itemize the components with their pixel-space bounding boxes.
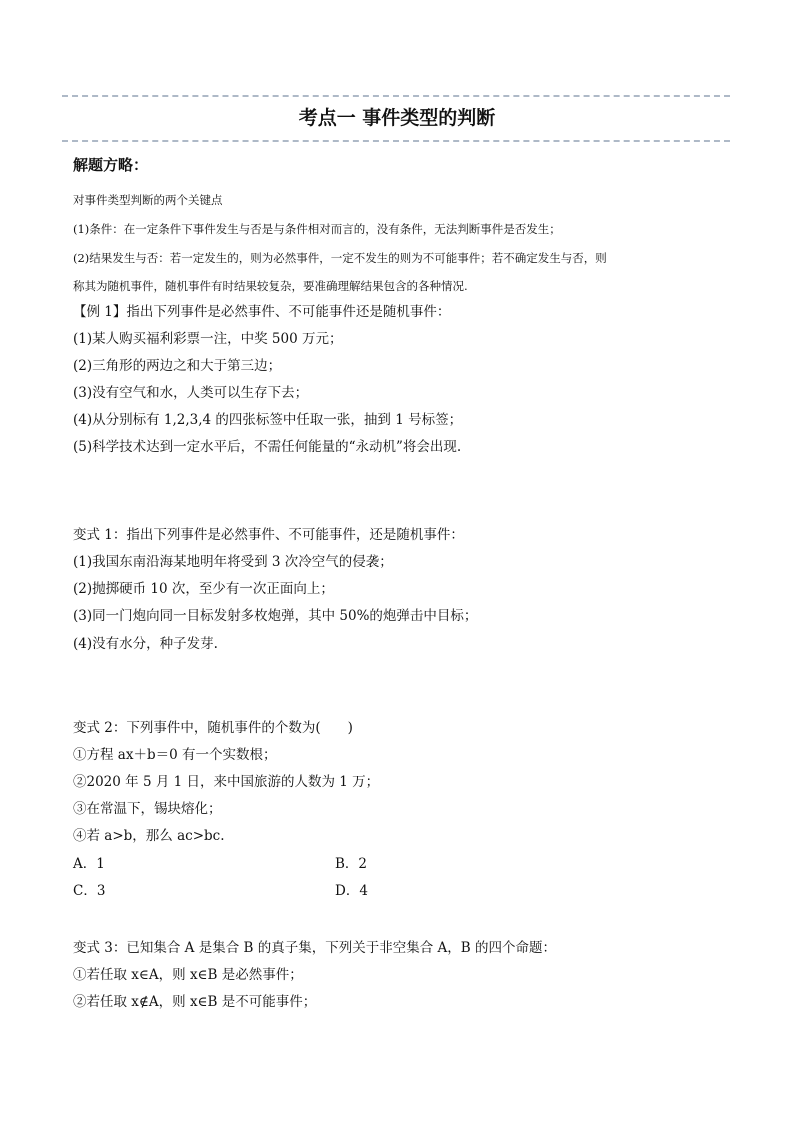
variant2-option-c: C．3 — [73, 883, 106, 899]
variant1-prompt: 变式 1：指出下列事件是必然事件、不可能事件，还是随机事件： — [73, 527, 464, 543]
variant1-item: (2)抛掷硬币 10 次，至少有一次正面向上； — [73, 581, 334, 597]
page-title: 考点一 事件类型的判断 — [298, 107, 496, 129]
variant3-item: ①若任取 x∈A，则 x∈B 是必然事件； — [73, 967, 303, 983]
variant3-item: ②若任取 x∉A，则 x∈B 是不可能事件； — [73, 994, 317, 1010]
variant1-item: (1)我国东南沿海某地明年将受到 3 次冷空气的侵袭； — [73, 554, 393, 570]
example1-item: (2)三角形的两边之和大于第三边； — [73, 358, 282, 374]
variant3-prompt: 变式 3：已知集合 A 是集合 B 的真子集，下列关于非空集合 A，B 的四个命题： — [73, 940, 556, 956]
method-line: (1)条件：在一定条件下事件发生与否是与条件相对而言的，没有条件，无法判断事件是否发生； — [73, 222, 561, 236]
variant1-item: (3)同一门炮向同一目标发射多枚炮弹，其中 50%的炮弹击中目标； — [73, 608, 478, 624]
example1-item: (3)没有空气和水，人类可以生存下去； — [73, 385, 309, 401]
variant2-item: ①方程 ax＋b＝0 有一个实数根； — [73, 747, 277, 763]
variant2-item: ②2020 年 5 月 1 日，来中国旅游的人数为 1 万； — [73, 774, 380, 790]
variant2-item: ④若 a>b，那么 ac>bc. — [73, 828, 225, 844]
method-line: (2)结果发生与否：若一定发生的，则为必然事件，一定不发生的则为不可能事件；若不确定发生与否，则 — [73, 251, 607, 265]
header-top-rule — [62, 95, 730, 97]
example1-item: (1)某人购买福利彩票一注，中奖 500 万元； — [73, 331, 343, 347]
variant2-item: ③在常温下，锡块熔化； — [73, 801, 222, 817]
method-line: 称其为随机事件，随机事件有时结果较复杂，要准确理解结果包含的各种情况. — [73, 279, 468, 293]
variant2-option-b: B．2 — [335, 856, 368, 872]
example1-item: (4)从分别标有 1,2,3,4 的四张标签中任取一张，抽到 1 号标签； — [73, 412, 463, 428]
variant2-option-d: D．4 — [335, 883, 368, 899]
example1-prompt: 【例 1】指出下列事件是必然事件、不可能事件还是随机事件： — [73, 304, 451, 320]
variant2-option-a: A．1 — [73, 856, 105, 872]
variant1-item: (4)没有水分，种子发芽. — [73, 636, 218, 652]
method-heading: 解题方略： — [73, 156, 149, 174]
header-bottom-rule — [62, 140, 730, 142]
example1-item: (5)科学技术达到一定水平后，不需任何能量的“永动机”将会出现. — [73, 439, 462, 455]
variant2-prompt: 变式 2：下列事件中，随机事件的个数为( ) — [73, 720, 353, 736]
method-line: 对事件类型判断的两个关键点 — [73, 193, 223, 207]
